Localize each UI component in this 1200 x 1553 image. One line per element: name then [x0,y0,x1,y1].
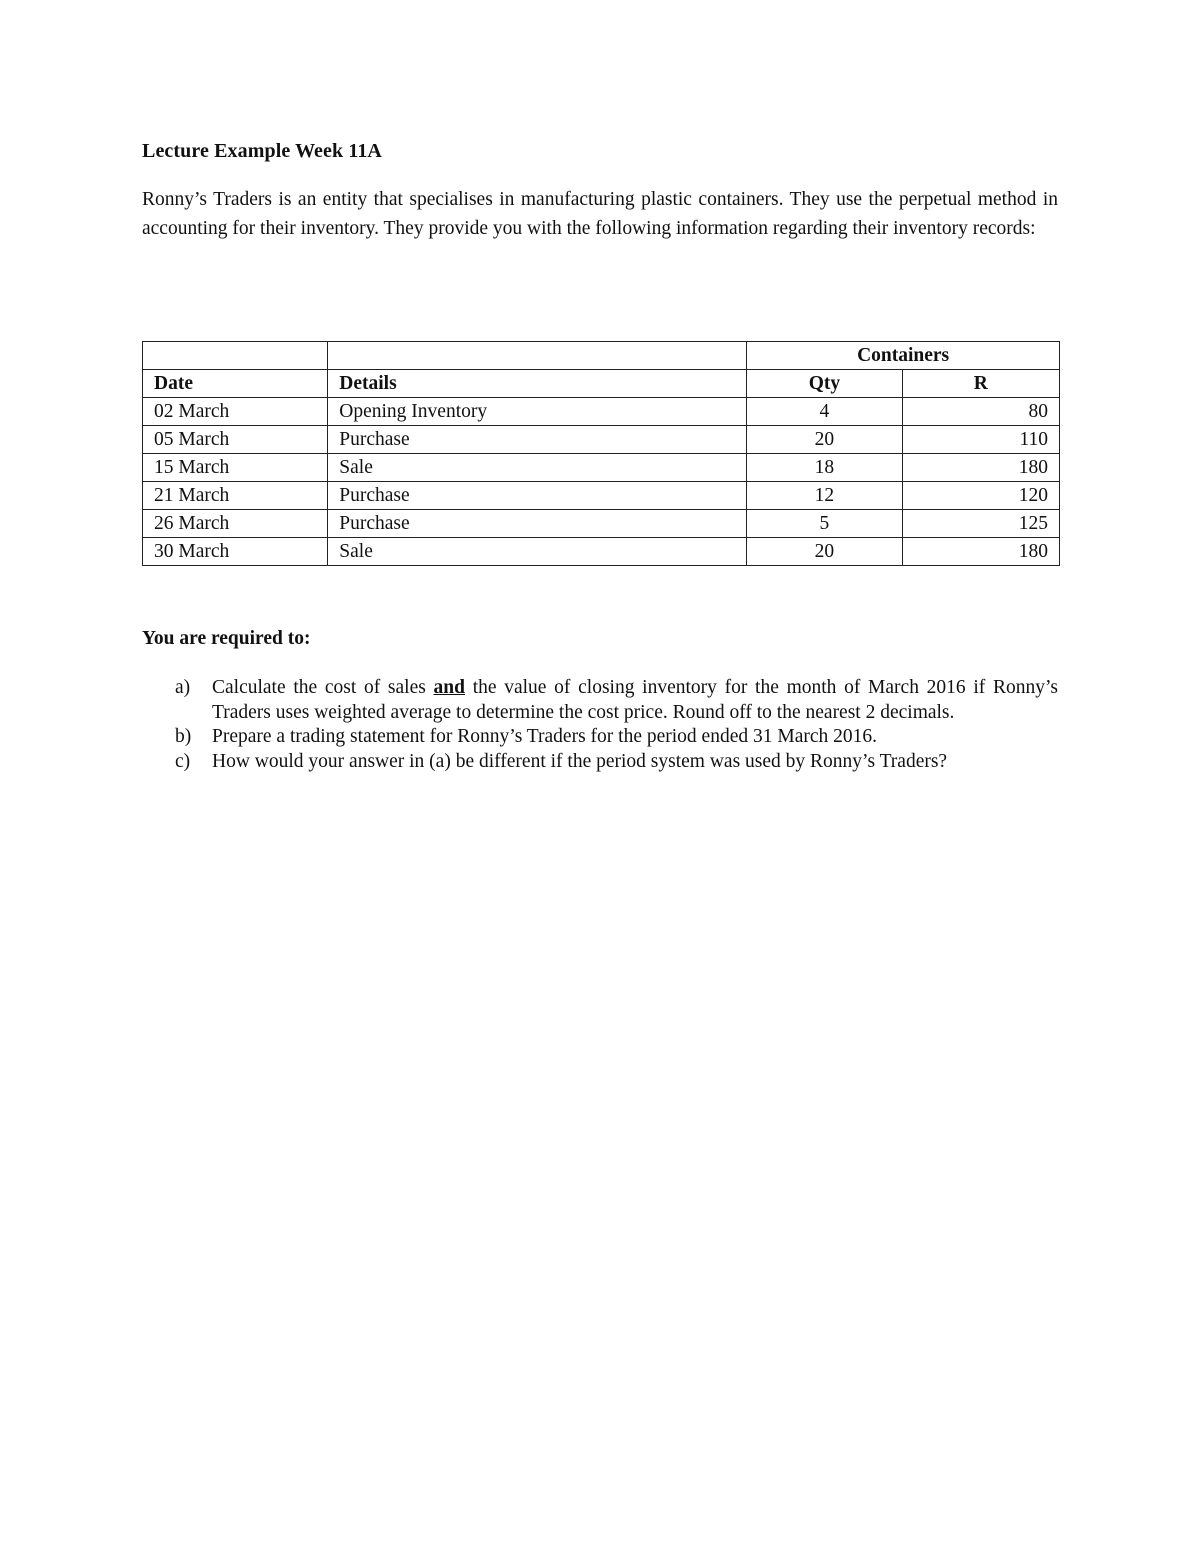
details-column-header: Details [328,370,747,398]
details-cell: Purchase [328,482,747,510]
table-row [143,426,1060,454]
date-cell: 02 March [143,398,328,426]
details-cell: Purchase [328,510,747,538]
task-emphasis: and [433,677,465,698]
empty-header-cell [328,342,747,370]
date-cell: 30 March [143,538,328,566]
qty-cell: 20 [747,426,902,454]
rand-cell: 125 [902,510,1059,538]
details-cell: Purchase [328,426,747,454]
task-text: Calculate the cost of sales [212,677,434,698]
details-cell: Opening Inventory [328,398,747,426]
inventory-table [142,341,1060,566]
table-header-row [143,370,1060,398]
date-cell: 05 March [143,426,328,454]
qty-cell: 5 [747,510,902,538]
task-text: the value of closing inventory for the month of March 2016 if Ronny’s Traders uses weighted average to determine the cost price. Round off to the nearest 2 decimals. [212,677,1058,723]
details-cell: Sale [328,454,747,482]
task-text: Prepare a trading statement for Ronny’s Traders for the period ended 31 March 2016. [212,726,877,747]
rand-cell: 110 [902,426,1059,454]
qty-cell: 20 [747,538,902,566]
table-row [143,510,1060,538]
task-marker: a) [175,677,191,698]
date-cell: 15 March [143,454,328,482]
date-column-header: Date [143,370,328,398]
task-item-a [142,676,1058,725]
details-cell: Sale [328,538,747,566]
date-cell: 26 March [143,510,328,538]
task-item-b [142,725,1058,750]
qty-cell: 4 [747,398,902,426]
required-heading: You are required to: [142,628,311,649]
table-row [143,538,1060,566]
rand-cell: 180 [902,454,1059,482]
intro-paragraph: Ronny’s Traders is an entity that specialises in manufacturing plastic containers. They use the perpetual method in accounting for their inventory. They provide you with the following information regarding their inventory records: [142,189,1058,239]
empty-header-cell [143,342,328,370]
task-marker: b) [175,726,192,747]
table-group-header-row [143,342,1060,370]
task-text: How would your answer in (a) be different if the period system was used by Ronny’s Traders? [212,750,948,772]
table-row [143,454,1060,482]
document-page [142,140,1058,772]
document-title: Lecture Example Week 11A [142,140,382,162]
date-cell: 21 March [143,482,328,510]
rand-cell: 180 [902,538,1059,566]
task-item-c [142,750,1058,775]
task-marker: c) [175,750,191,772]
qty-column-header: Qty [747,370,902,398]
containers-group-header: Containers [747,342,1060,370]
rand-cell: 120 [902,482,1059,510]
task-list [142,676,1058,774]
rand-cell: 80 [902,398,1059,426]
qty-cell: 18 [747,454,902,482]
qty-cell: 12 [747,482,902,510]
table-row [143,482,1060,510]
rand-column-header: R [902,370,1059,398]
table-row [143,398,1060,426]
